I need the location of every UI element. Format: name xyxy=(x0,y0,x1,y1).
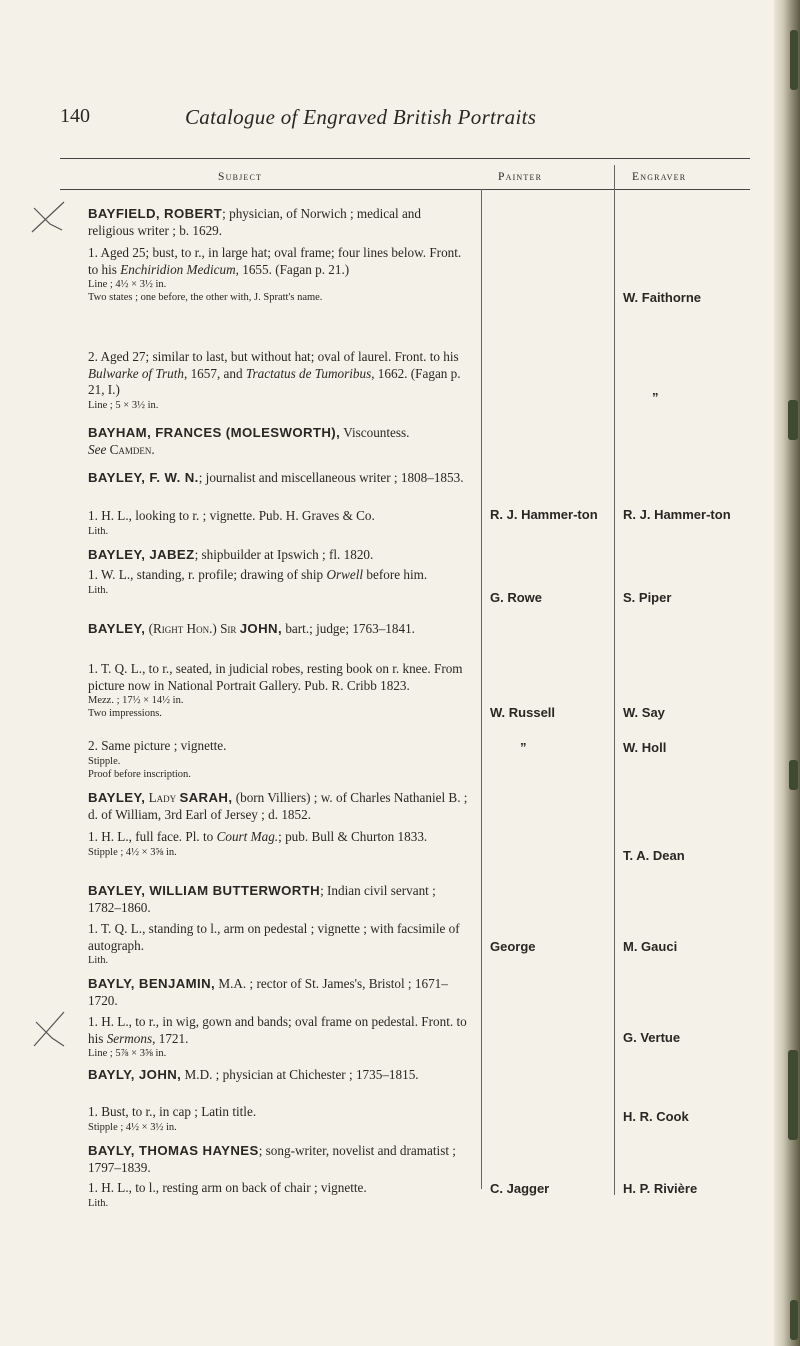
page-edge-shadow xyxy=(774,0,800,1346)
painter-cell: G. Rowe xyxy=(490,590,543,605)
pencil-tick-mark xyxy=(30,1008,68,1050)
entry-bayley-jabez-portrait-1: 1. W. L., standing, r. profile; drawing of ship Orwell before him. Lith. xyxy=(88,567,428,596)
entry-bayley-fwn-portrait-1: 1. H. L., looking to r. ; vignette. Pub. H. Graves & Co. Lith. xyxy=(88,508,375,537)
column-divider-left xyxy=(481,189,482,1189)
engraver-cell: M. Gauci xyxy=(623,939,678,954)
column-divider-right xyxy=(614,165,615,1195)
page-number: 140 xyxy=(60,105,90,127)
entry-bayley-sarah: BAYLEY, Lady SARAH, (born Villiers) ; w. of Charles Nathaniel B. ; d. of William, 3rd Earl of Jersey ; d. 1852. xyxy=(88,790,468,822)
column-head-painter: Painter xyxy=(498,171,543,183)
engraver-cell: W. Faithorne xyxy=(623,290,701,305)
page-header xyxy=(0,105,770,145)
painter-cell: C. Jagger xyxy=(490,1181,550,1196)
entry-bayley-sarah-portrait-1: 1. H. L., full face. Pl. to Court Mag.; pub. Bull & Churton 1833. Stipple ; 4½ × 3⅝ in. xyxy=(88,829,428,858)
entry-bayfield-portrait-2: 2. Aged 27; similar to last, but without hat; oval of laurel. Front. to his Bulwarke of Truth, 1657, and Tractatus de Tumoribus, 1662. (Fagan p. 21, I.) Line ; 5 × 3½ in. xyxy=(88,349,461,411)
entry-bayham: BAYHAM, FRANCES (MOLESWORTH), Viscountess. See Camden. xyxy=(88,425,410,457)
column-head-rule xyxy=(60,189,750,190)
engraver-cell: W. Say xyxy=(623,705,665,720)
painter-cell: R. J. Hammer-ton xyxy=(490,507,598,522)
entry-bayly-john-portrait-1: 1. Bust, to r., in cap ; Latin title. Stipple ; 4½ × 3½ in. xyxy=(88,1104,257,1133)
engraver-cell: S. Piper xyxy=(623,590,672,605)
entry-bayly-thomas-portrait-1: 1. H. L., to l., resting arm on back of chair ; vignette. Lith. xyxy=(88,1180,367,1209)
painter-ditto: ” xyxy=(520,740,527,755)
engraver-cell: G. Vertue xyxy=(623,1030,681,1045)
entry-bayley-john: BAYLEY, (Right Hon.) Sir JOHN, bart.; judge; 1763–1841. xyxy=(88,621,415,636)
entry-bayfield-portrait-1: 1. Aged 25; bust, to r., in large hat; oval frame; four lines below. Front. to his Enchiridion Medicum, 1655. (Fagan p. 21.) Line ; 4½ × 3½ in. Two states ; one before, the other with, J. Spratt's name. xyxy=(88,245,462,303)
entry-bayly-john: BAYLY, JOHN, M.D. ; physician at Chichester ; 1735–1815. xyxy=(88,1067,419,1082)
entry-bayley-john-portrait-1: 1. T. Q. L., to r., seated, in judicial robes, resting book on r. knee. From picture now in National Portrait Gallery. Pub. R. Cribb 1823. Mezz. ; 17½ × 14½ in. Two impressions. xyxy=(88,661,463,719)
entry-bayley-jabez: BAYLEY, JABEZ; shipbuilder at Ipswich ; fl. 1820. xyxy=(88,547,374,562)
entry-bayley-william-portrait-1: 1. T. Q. L., standing to l., arm on pedestal ; vignette ; with facsimile of autograph. Lith. xyxy=(88,921,460,966)
column-head-subject: Subject xyxy=(218,171,263,183)
column-head-engraver: Engraver xyxy=(632,171,687,183)
engraver-cell: T. A. Dean xyxy=(623,848,685,863)
engraver-cell: H. R. Cook xyxy=(623,1109,689,1124)
painter-cell: George xyxy=(490,939,536,954)
pencil-tick-mark xyxy=(28,198,68,238)
engraver-cell: R. J. Hammer-ton xyxy=(623,507,731,522)
entry-bayley-fwn: BAYLEY, F. W. N.; journalist and miscellaneous writer ; 1808–1853. xyxy=(88,470,464,485)
entry-bayly-thomas: BAYLY, THOMAS HAYNES; song-writer, novelist and dramatist ; 1797–1839. xyxy=(88,1143,456,1175)
entry-bayfield: BAYFIELD, ROBERT; physician, of Norwich ; medical and religious writer ; b. 1629. xyxy=(88,206,421,238)
entry-bayley-john-portrait-2: 2. Same picture ; vignette. Stipple. Proof before inscription. xyxy=(88,738,227,780)
engraver-cell: W. Holl xyxy=(623,740,667,755)
engraver-ditto: ” xyxy=(652,390,659,405)
painter-cell: W. Russell xyxy=(490,705,556,720)
entry-bayley-william: BAYLEY, WILLIAM BUTTERWORTH; Indian civil servant ; 1782–1860. xyxy=(88,883,436,915)
running-title: Catalogue of Engraved British Portraits xyxy=(185,105,537,129)
header-rule xyxy=(60,158,750,159)
entry-bayly-benjamin: BAYLY, BENJAMIN, M.A. ; rector of St. James's, Bristol ; 1671–1720. xyxy=(88,976,448,1008)
engraver-cell: H. P. Rivière xyxy=(623,1181,698,1196)
entry-bayly-benjamin-portrait-1: 1. H. L., to r., in wig, gown and bands; oval frame on pedestal. Front. to his Sermons, 1721. Line ; 5⅞ × 3⅝ in. xyxy=(88,1014,467,1059)
